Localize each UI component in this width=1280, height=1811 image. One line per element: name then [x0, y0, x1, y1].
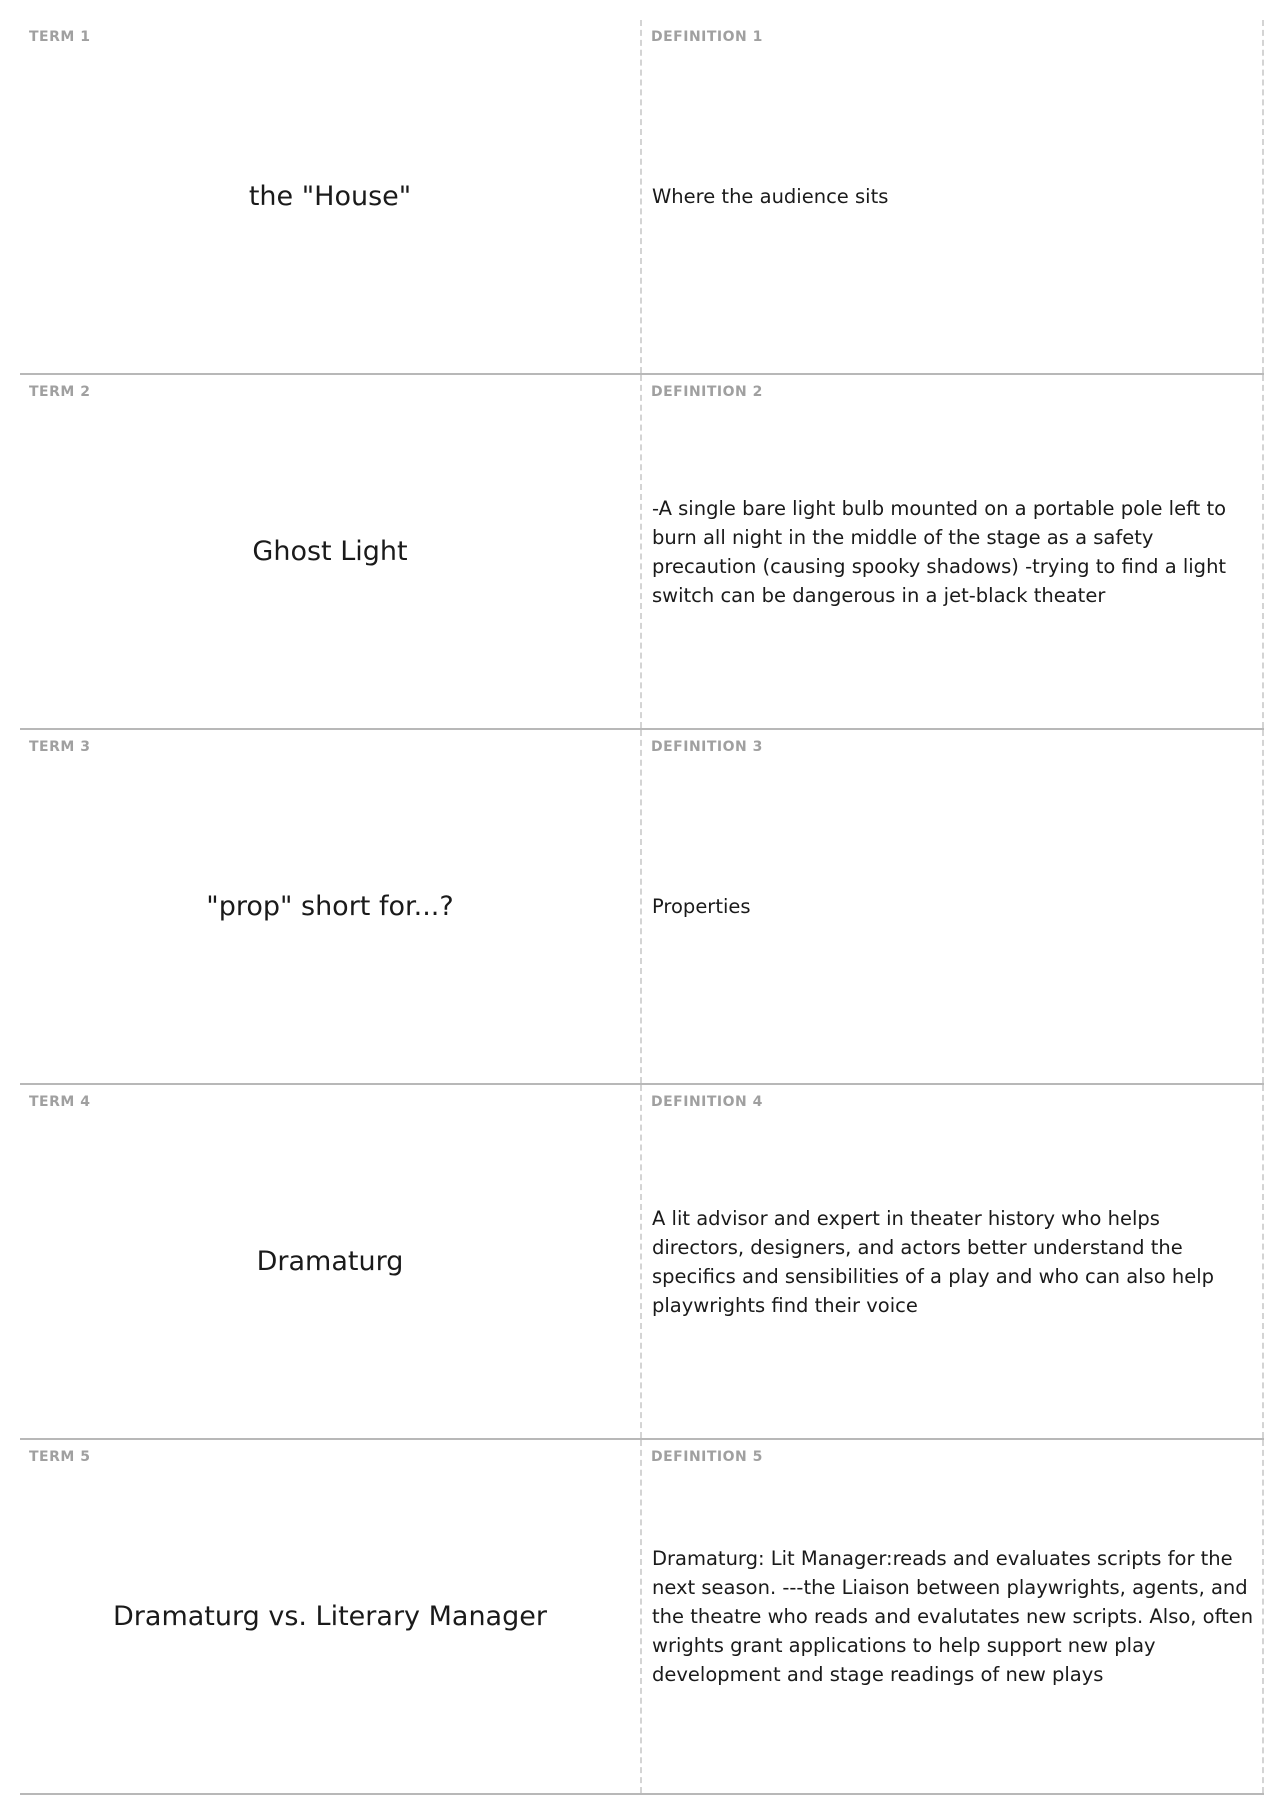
- term-label: TERM 1: [29, 29, 91, 45]
- definition-label: DEFINITION 2: [651, 384, 763, 400]
- definition-text-wrap: [652, 20, 1254, 373]
- term-cell: [20, 20, 642, 373]
- card-row-4: [20, 1085, 1264, 1440]
- term-text: "prop" short for...?: [206, 891, 454, 922]
- definition-cell: [642, 20, 1264, 373]
- term-label: TERM 5: [29, 1449, 91, 1465]
- definition-text: Dramaturg: Lit Manager:reads and evaluates scripts for the next season. ---the Liaison between playwrights, agents, and the theatre who reads and evalutates new scripts. Also, often wrights grant applications to help support new play development and stage readings of new plays: [652, 1547, 1254, 1686]
- term-cell: [20, 1085, 642, 1438]
- flashcard-sheet: [20, 20, 1264, 1795]
- term-label: TERM 4: [29, 1094, 91, 1110]
- term-cell: [20, 1440, 642, 1793]
- term-cell: [20, 375, 642, 728]
- term-label: TERM 2: [29, 384, 91, 400]
- definition-text: A lit advisor and expert in theater history who helps directors, designers, and actors better understand the specifics and sensibilities of a play and who can also help playwrights find their voice: [652, 1206, 1215, 1317]
- definition-cell: [642, 1440, 1264, 1793]
- definition-text-wrap: [652, 730, 1254, 1083]
- definition-label: DEFINITION 5: [651, 1449, 763, 1465]
- definition-text-wrap: [652, 1440, 1254, 1793]
- card-row-2: [20, 375, 1264, 730]
- term-text: the "House": [248, 181, 412, 212]
- definition-text: Where the audience sits: [652, 185, 889, 208]
- definition-text-wrap: [652, 1085, 1254, 1438]
- term-text: Dramaturg vs. Literary Manager: [113, 1601, 547, 1632]
- definition-text: Properties: [652, 895, 751, 918]
- card-row-1: [20, 20, 1264, 375]
- card-row-5: [20, 1440, 1264, 1795]
- definition-text-wrap: [652, 375, 1254, 728]
- card-row-3: [20, 730, 1264, 1085]
- definition-cell: [642, 730, 1264, 1083]
- term-label: TERM 3: [29, 739, 91, 755]
- definition-cell: [642, 1085, 1264, 1438]
- term-text: Ghost Light: [252, 536, 408, 567]
- definition-cell: [642, 375, 1264, 728]
- definition-label: DEFINITION 1: [651, 29, 763, 45]
- definition-label: DEFINITION 4: [651, 1094, 763, 1110]
- term-cell: [20, 730, 642, 1083]
- definition-label: DEFINITION 3: [651, 739, 763, 755]
- definition-text: -A single bare light bulb mounted on a portable pole left to burn all night in the middle of the stage as a safety precaution (causing spooky shadows) -trying to find a light switch can be dangerous in a jet-black theater: [652, 496, 1227, 607]
- term-text: Dramaturg: [256, 1246, 404, 1277]
